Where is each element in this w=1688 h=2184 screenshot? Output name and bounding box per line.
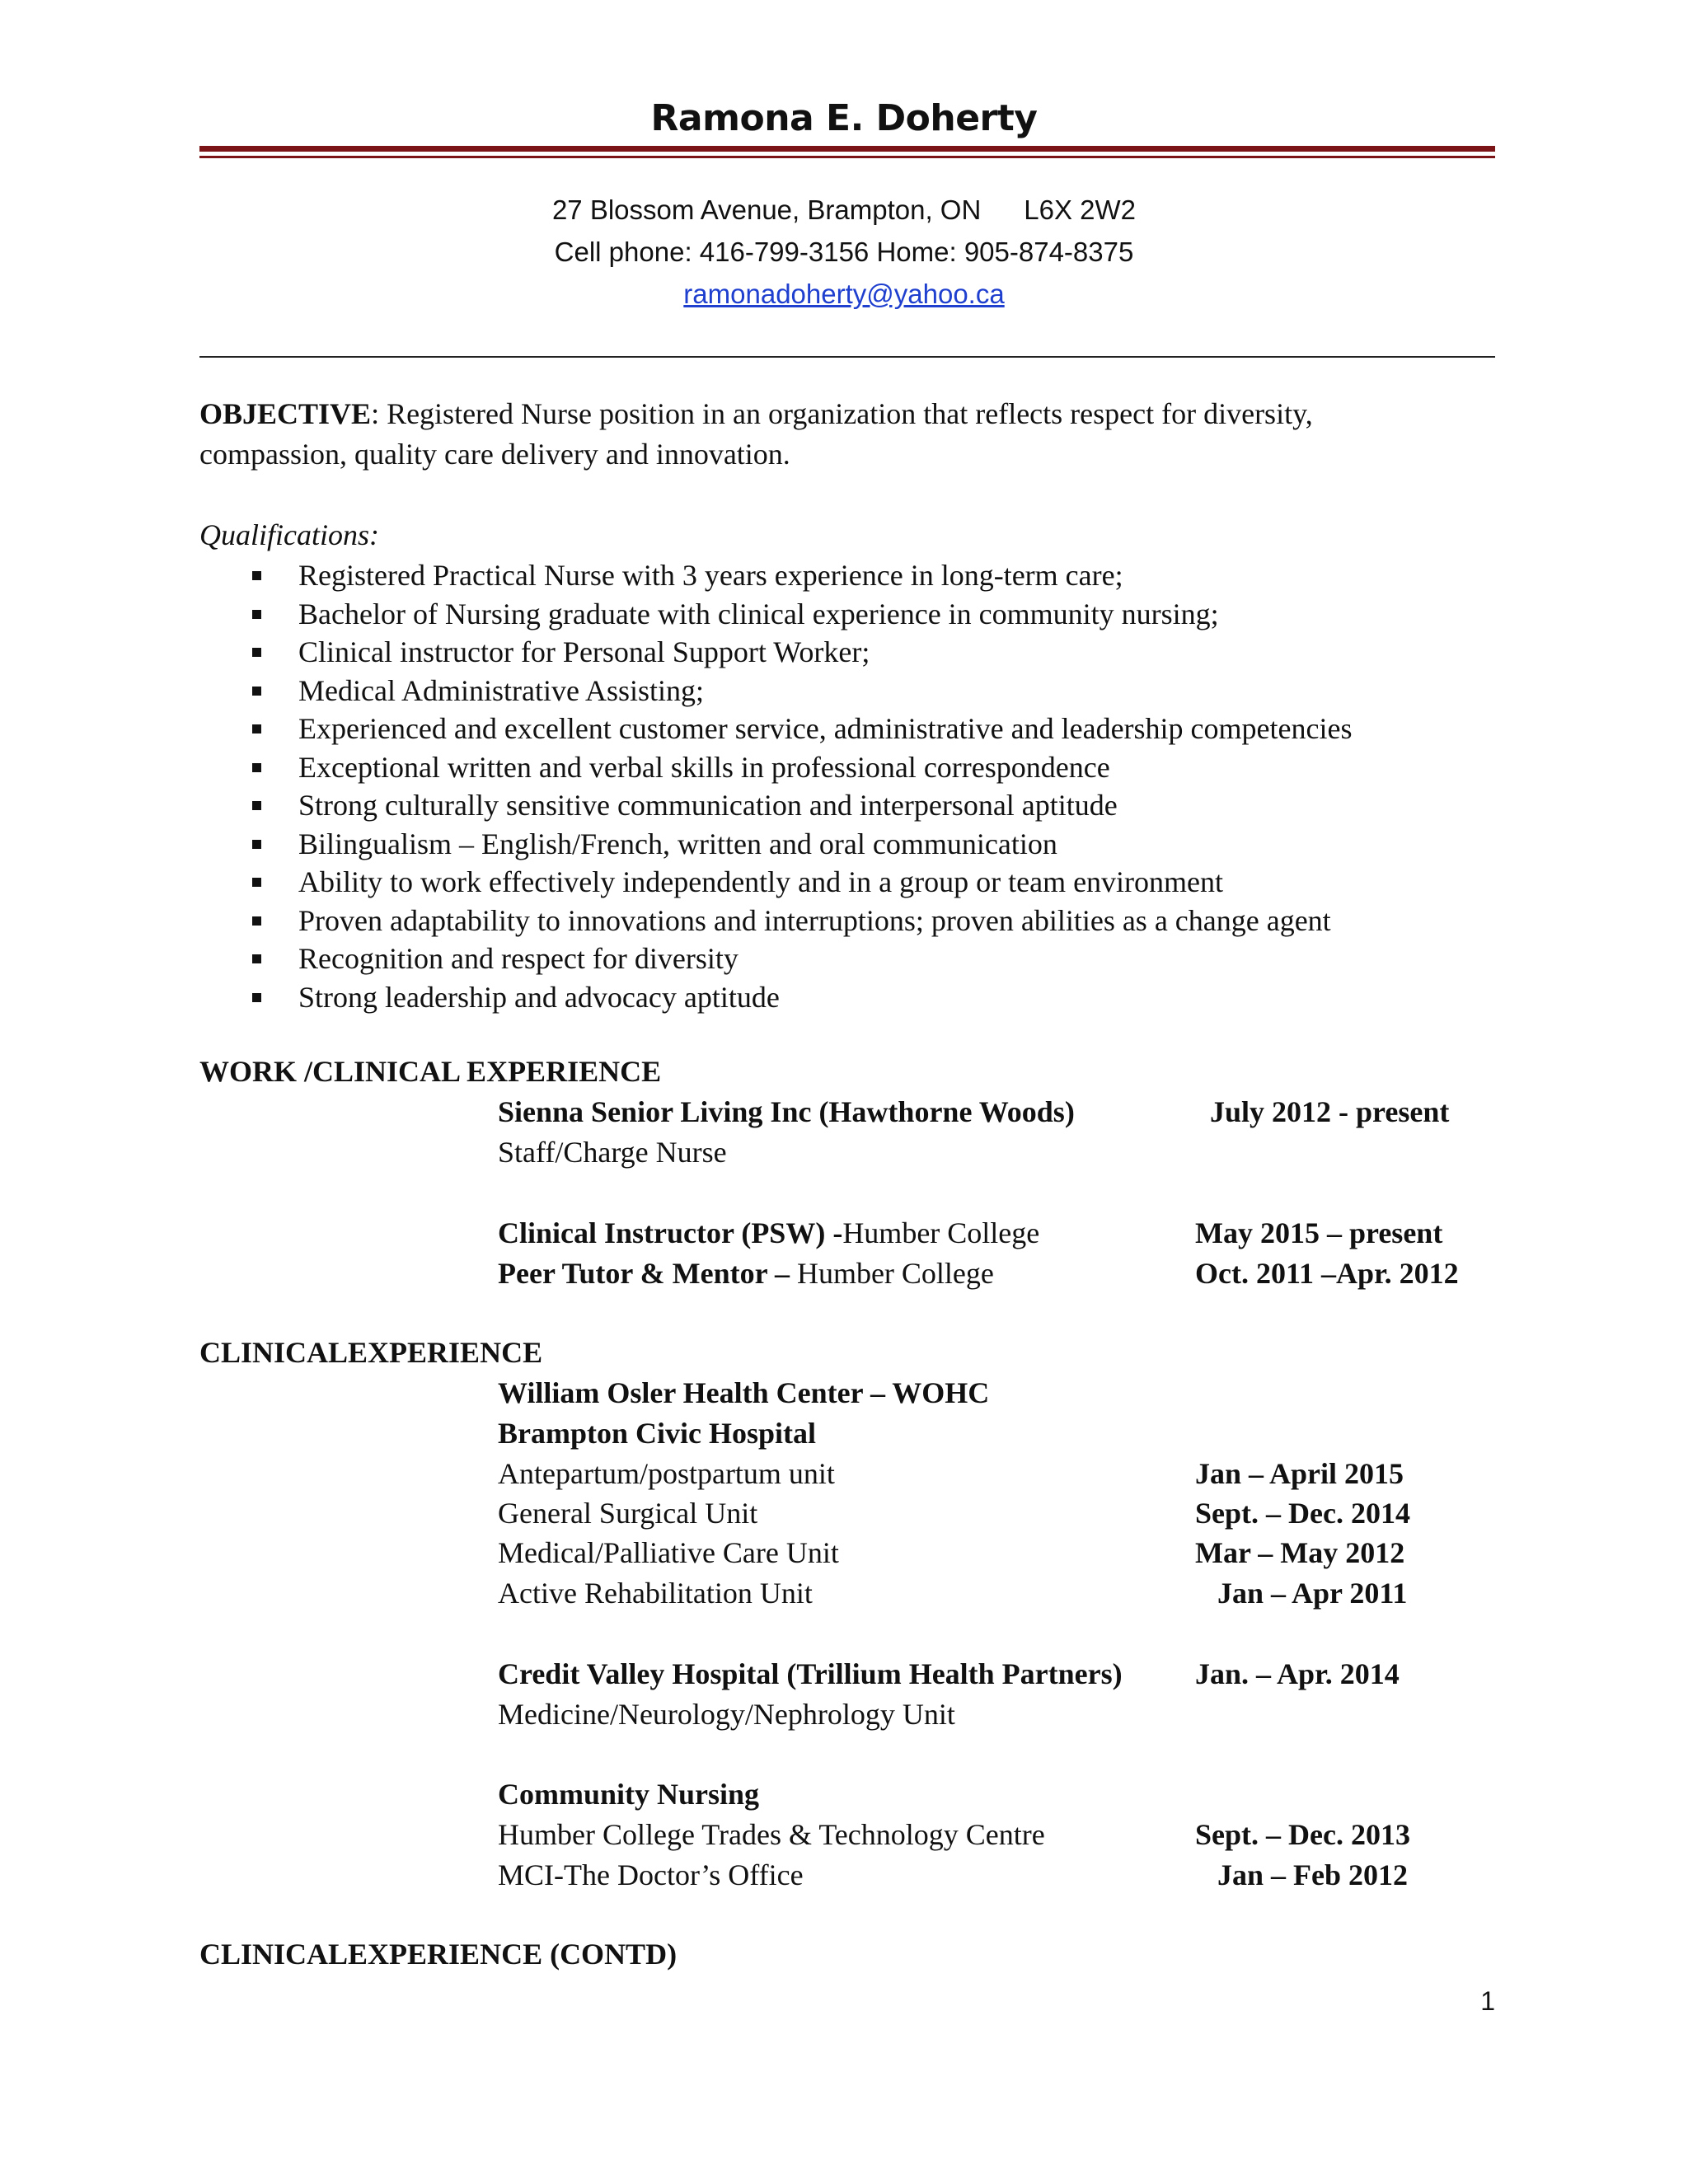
square-bullet-icon xyxy=(252,993,261,1002)
date-antepartum: Jan – April 2015 xyxy=(1195,1457,1404,1490)
list-item: Experienced and excellent customer service, administrative and leadership competencies xyxy=(199,710,1352,748)
list-item: Ability to work effectively independently and in a group or team environment xyxy=(199,863,1352,902)
objective-line-1: OBJECTIVE: Registered Nurse position in an organization that reflects respect for diversity, xyxy=(199,397,1313,430)
date-sienna: July 2012 - present xyxy=(1210,1095,1450,1128)
employer-credit-valley: Credit Valley Hospital (Trillium Health Partners) xyxy=(498,1657,1123,1690)
candidate-name: Ramona E. Doherty xyxy=(650,97,1038,139)
date-credit-valley: Jan. – Apr. 2014 xyxy=(1195,1657,1400,1690)
list-item: Recognition and respect for diversity xyxy=(199,940,1352,978)
qualifications-heading: Qualifications: xyxy=(199,518,379,551)
square-bullet-icon xyxy=(252,648,261,657)
square-bullet-icon xyxy=(252,916,261,926)
header-rule-thick xyxy=(199,146,1495,152)
list-item: Bilingualism – English/French, written and oral communication xyxy=(199,825,1352,864)
date-humber-trades: Sept. – Dec. 2013 xyxy=(1195,1818,1410,1851)
square-bullet-icon xyxy=(252,840,261,849)
list-item: Proven adaptability to innovations and interruptions; proven abilities as a change agent xyxy=(199,902,1352,940)
square-bullet-icon xyxy=(252,610,261,619)
list-item: Strong culturally sensitive communication and interpersonal aptitude xyxy=(199,786,1352,825)
site-humber-trades: Humber College Trades & Technology Centre xyxy=(498,1818,1045,1851)
email-link[interactable]: ramonadoherty@yahoo.ca xyxy=(683,279,1005,309)
employer-wohc: William Osler Health Center – WOHC xyxy=(498,1376,990,1409)
employer-sienna: Sienna Senior Living Inc (Hawthorne Woods) xyxy=(498,1095,1075,1128)
list-item: Medical Administrative Assisting; xyxy=(199,672,1352,710)
clinical-experience-contd-heading: CLINICALEXPERIENCE (CONTD) xyxy=(199,1938,678,1971)
list-item: Strong leadership and advocacy aptitude xyxy=(199,978,1352,1017)
square-bullet-icon xyxy=(252,878,261,887)
role-peer-tutor: Peer Tutor & Mentor – Humber College xyxy=(498,1257,994,1290)
page-number: 1 xyxy=(1480,1986,1495,2016)
objective-line-2: compassion, quality care delivery and innovation. xyxy=(199,438,790,471)
email-line xyxy=(0,279,1688,310)
unit-antepartum: Antepartum/postpartum unit xyxy=(498,1457,835,1490)
square-bullet-icon xyxy=(252,687,261,696)
site-brampton-civic: Brampton Civic Hospital xyxy=(498,1417,817,1450)
role-sienna: Staff/Charge Nurse xyxy=(498,1136,727,1169)
list-item: Registered Practical Nurse with 3 years experience in long-term care; xyxy=(199,556,1352,595)
list-item: Exceptional written and verbal skills in professional correspondence xyxy=(199,748,1352,787)
postal-code: L6X 2W2 xyxy=(1024,194,1137,225)
date-general-surgical: Sept. – Dec. 2014 xyxy=(1195,1497,1410,1530)
list-item: Clinical instructor for Personal Support Worker; xyxy=(199,633,1352,672)
unit-medicine: Medicine/Neurology/Nephrology Unit xyxy=(498,1698,955,1731)
square-bullet-icon xyxy=(252,571,261,580)
date-peer-tutor: Oct. 2011 –Apr. 2012 xyxy=(1195,1257,1459,1290)
address-line xyxy=(0,194,1688,226)
square-bullet-icon xyxy=(252,954,261,963)
square-bullet-icon xyxy=(252,763,261,772)
date-palliative: Mar – May 2012 xyxy=(1195,1536,1405,1569)
header-rule-thin xyxy=(199,156,1495,158)
date-clinical-instructor: May 2015 – present xyxy=(1195,1216,1443,1249)
clinical-experience-heading: CLINICALEXPERIENCE xyxy=(199,1336,543,1369)
site-mci: MCI-The Doctor’s Office xyxy=(498,1858,804,1891)
square-bullet-icon xyxy=(252,724,261,733)
objective-label: OBJECTIVE xyxy=(199,397,372,430)
street-address: 27 Blossom Avenue, Brampton, ON xyxy=(551,194,982,225)
role-clinical-instructor: Clinical Instructor (PSW) -Humber College xyxy=(498,1216,1040,1249)
header-divider xyxy=(199,356,1495,358)
square-bullet-icon xyxy=(252,801,261,810)
community-nursing-heading: Community Nursing xyxy=(498,1778,760,1811)
date-mci: Jan – Feb 2012 xyxy=(1217,1858,1409,1891)
unit-palliative: Medical/Palliative Care Unit xyxy=(498,1536,839,1569)
qualifications-list xyxy=(199,556,1352,1016)
unit-rehabilitation: Active Rehabilitation Unit xyxy=(498,1577,813,1610)
date-rehabilitation: Jan – Apr 2011 xyxy=(1217,1577,1408,1610)
unit-general-surgical: General Surgical Unit xyxy=(498,1497,758,1530)
work-experience-heading: WORK /CLINICAL EXPERIENCE xyxy=(199,1055,662,1088)
list-item: Bachelor of Nursing graduate with clinical experience in community nursing; xyxy=(199,595,1352,634)
phone-line: Cell phone: 416-799-3156 Home: 905-874-8375 xyxy=(554,237,1134,267)
